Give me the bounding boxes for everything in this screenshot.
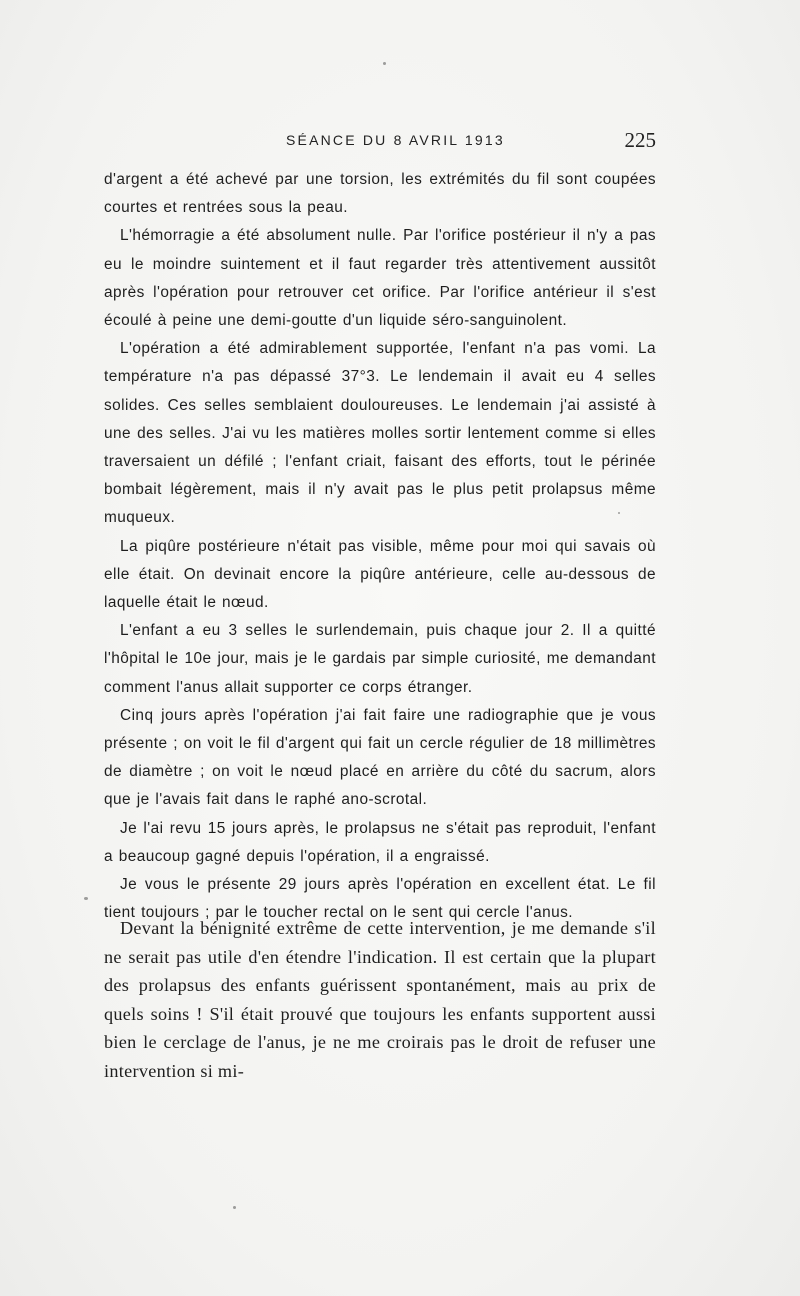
paragraph: L'opération a été admirablement supportée, l'enfant n'a pas vomi. La température n'a pas dépassé 37°3. Le lendemain il avait eu 4 selles solides. Ces selles semblaient douloureuses. Le lendemain j'ai assisté à une des selles. J'ai vu les matières molles sortir lentement comme si elles traversaient un défilé ; l'enfant criait, faisant des efforts, tout le périnée bombait légèrement, mais il n'y avait pas le plus petit prolapsus même muqueux. (104, 340, 656, 527)
scan-speck (618, 512, 620, 514)
body-text-large (104, 914, 656, 1086)
paragraph: Devant la bénignité extrême de cette intervention, je me demande s'il ne serait pas utile d'en étendre l'indication. Il est certain que la plupart des prolapsus des enfants guérissent spontanément, mais au prix de quels soins ! S'il était prouvé que toujours les enfants supportent aussi bien le cerclage de l'anus, je ne me croirais pas le droit de refuser une intervention si mi- (104, 918, 656, 1081)
paragraph: La piqûre postérieure n'était pas visible, même pour moi qui savais où elle était. On devinait encore la piqûre antérieure, celle au-dessous de laquelle était le nœud. (104, 537, 656, 612)
paragraph: Cinq jours après l'opération j'ai fait faire une radiographie que je vous présente ; on voit le fil d'argent qui fait un cercle régulier de 18 millimètres de diamètre ; on voit le nœud placé en arrière du côté du sacrum, alors que je l'avais fait dans le raphé ano-scrotal. (104, 706, 656, 809)
body-text-small (104, 166, 656, 927)
page-number: 225 (624, 128, 656, 152)
scan-speck (383, 62, 386, 65)
paragraph: Je l'ai revu 15 jours après, le prolapsus ne s'était pas reproduit, l'enfant a beaucoup gagné depuis l'opération, il a engraissé. (104, 819, 656, 865)
paragraph: Je vous le présente 29 jours après l'opération en excellent état. Le fil tient toujours ; par le toucher rectal on le sent qui cercle l'anus. (104, 876, 656, 922)
paragraph: L'hémorragie a été absolument nulle. Par l'orifice postérieur il n'y a pas eu le moindre suintement et il faut regarder très attentivement aussitôt après l'opération pour retrouver cet orifice. Par l'orifice antérieur il s'est écoulé à peine une demi-goutte d'un liquide séro-sanguinolent. (104, 227, 656, 330)
page-header (104, 128, 656, 156)
scan-speck (233, 1206, 236, 1209)
paragraph: L'enfant a eu 3 selles le surlendemain, puis chaque jour 2. Il a quitté l'hôpital le 10e jour, mais je le gardais par simple curiosité, me demandant comment l'anus allait supporter ce corps étranger. (104, 622, 656, 696)
running-title: SÉANCE DU 8 AVRIL 1913 (286, 132, 505, 148)
scan-speck (84, 897, 88, 900)
paragraph: d'argent a été achevé par une torsion, les extrémités du fil sont coupées courtes et rentrées sous la peau. (104, 171, 656, 217)
